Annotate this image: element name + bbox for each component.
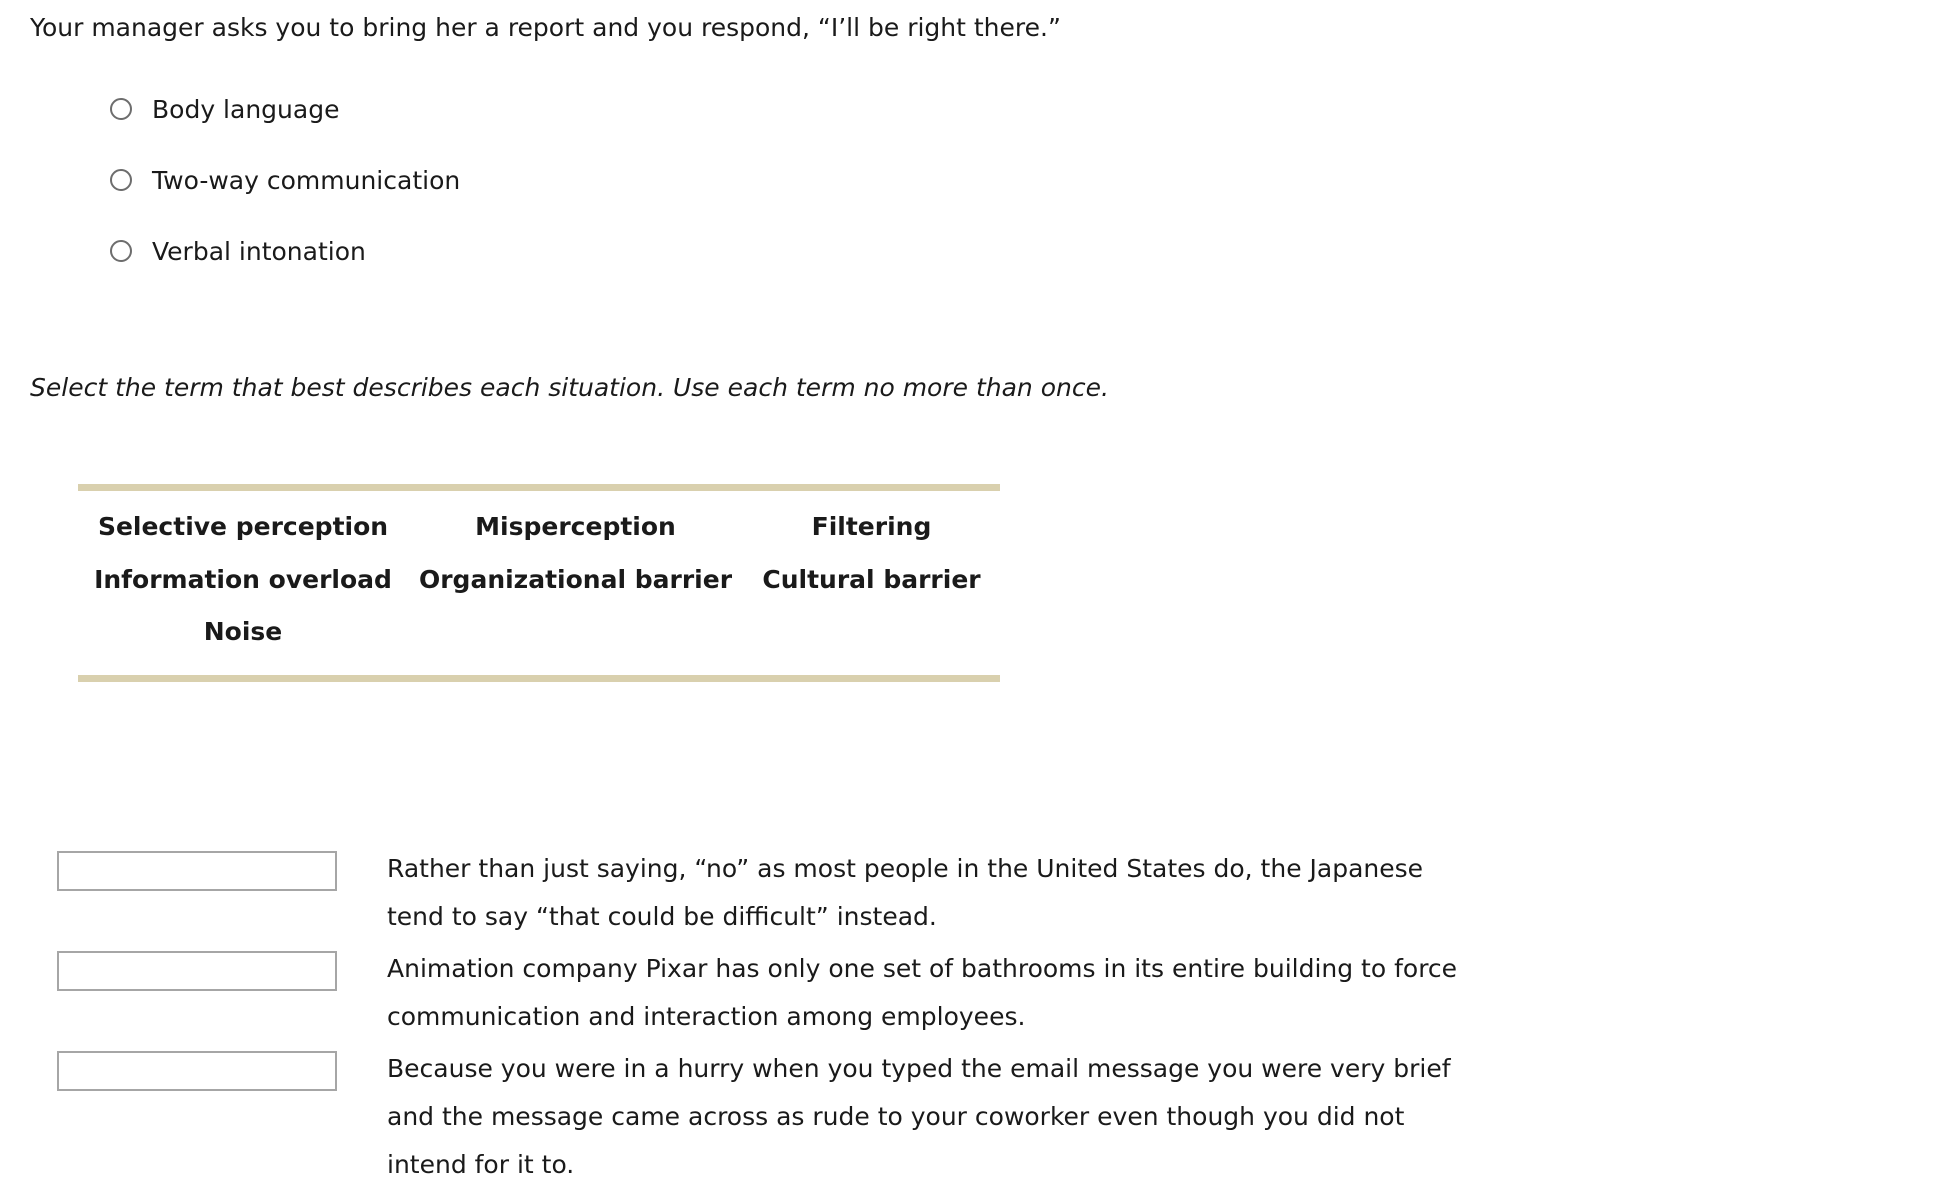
answer-drop-box[interactable] [57, 951, 337, 991]
term-noise[interactable]: Noise [203, 617, 283, 646]
option-body-language[interactable] [110, 94, 460, 165]
term-selective-perception[interactable]: Selective perception [97, 512, 389, 541]
situation-text: Rather than just saying, “no” as most people in the United States do, the Japanese tend to say “that could be difficult” instead. [387, 854, 1424, 931]
term-information-overload[interactable]: Information overload [94, 564, 392, 594]
matching-instruction: Select the term that best describes each situation. Use each term no more than once. [30, 373, 1109, 402]
match-row [57, 845, 1487, 941]
question-prompt: Your manager asks you to bring her a report and you respond, “I’ll be right there.” [30, 13, 1061, 42]
term-bank [78, 484, 1000, 682]
answer-options [110, 94, 460, 307]
match-row [57, 945, 1487, 1041]
option-label: Two-way communication [152, 166, 461, 195]
match-row [57, 1045, 1487, 1189]
situation-text: Animation company Pixar has only one set of bathrooms in its entire building to force communication and interaction among employees. [387, 954, 1458, 1031]
situation-text: Because you were in a hurry when you typed the email message you were very brief and the message came across as rude to your coworker even though you did not intend for it to. [387, 1054, 1451, 1179]
term-filtering[interactable]: Filtering [811, 512, 932, 541]
matching-rows [57, 845, 1487, 1193]
answer-drop-box[interactable] [57, 1051, 337, 1091]
option-label: Body language [152, 95, 340, 124]
term-organizational-barrier[interactable]: Organizational barrier [418, 564, 733, 594]
option-label: Verbal intonation [152, 237, 366, 266]
term-grid [78, 511, 1000, 669]
answer-drop-box[interactable] [57, 851, 337, 891]
option-two-way-communication[interactable] [110, 165, 460, 236]
term-misperception[interactable]: Misperception [475, 512, 676, 541]
radio-button[interactable] [110, 240, 132, 262]
radio-button[interactable] [110, 98, 132, 120]
term-cultural-barrier[interactable]: Cultural barrier [762, 564, 981, 594]
option-verbal-intonation[interactable] [110, 236, 460, 307]
radio-button[interactable] [110, 169, 132, 191]
